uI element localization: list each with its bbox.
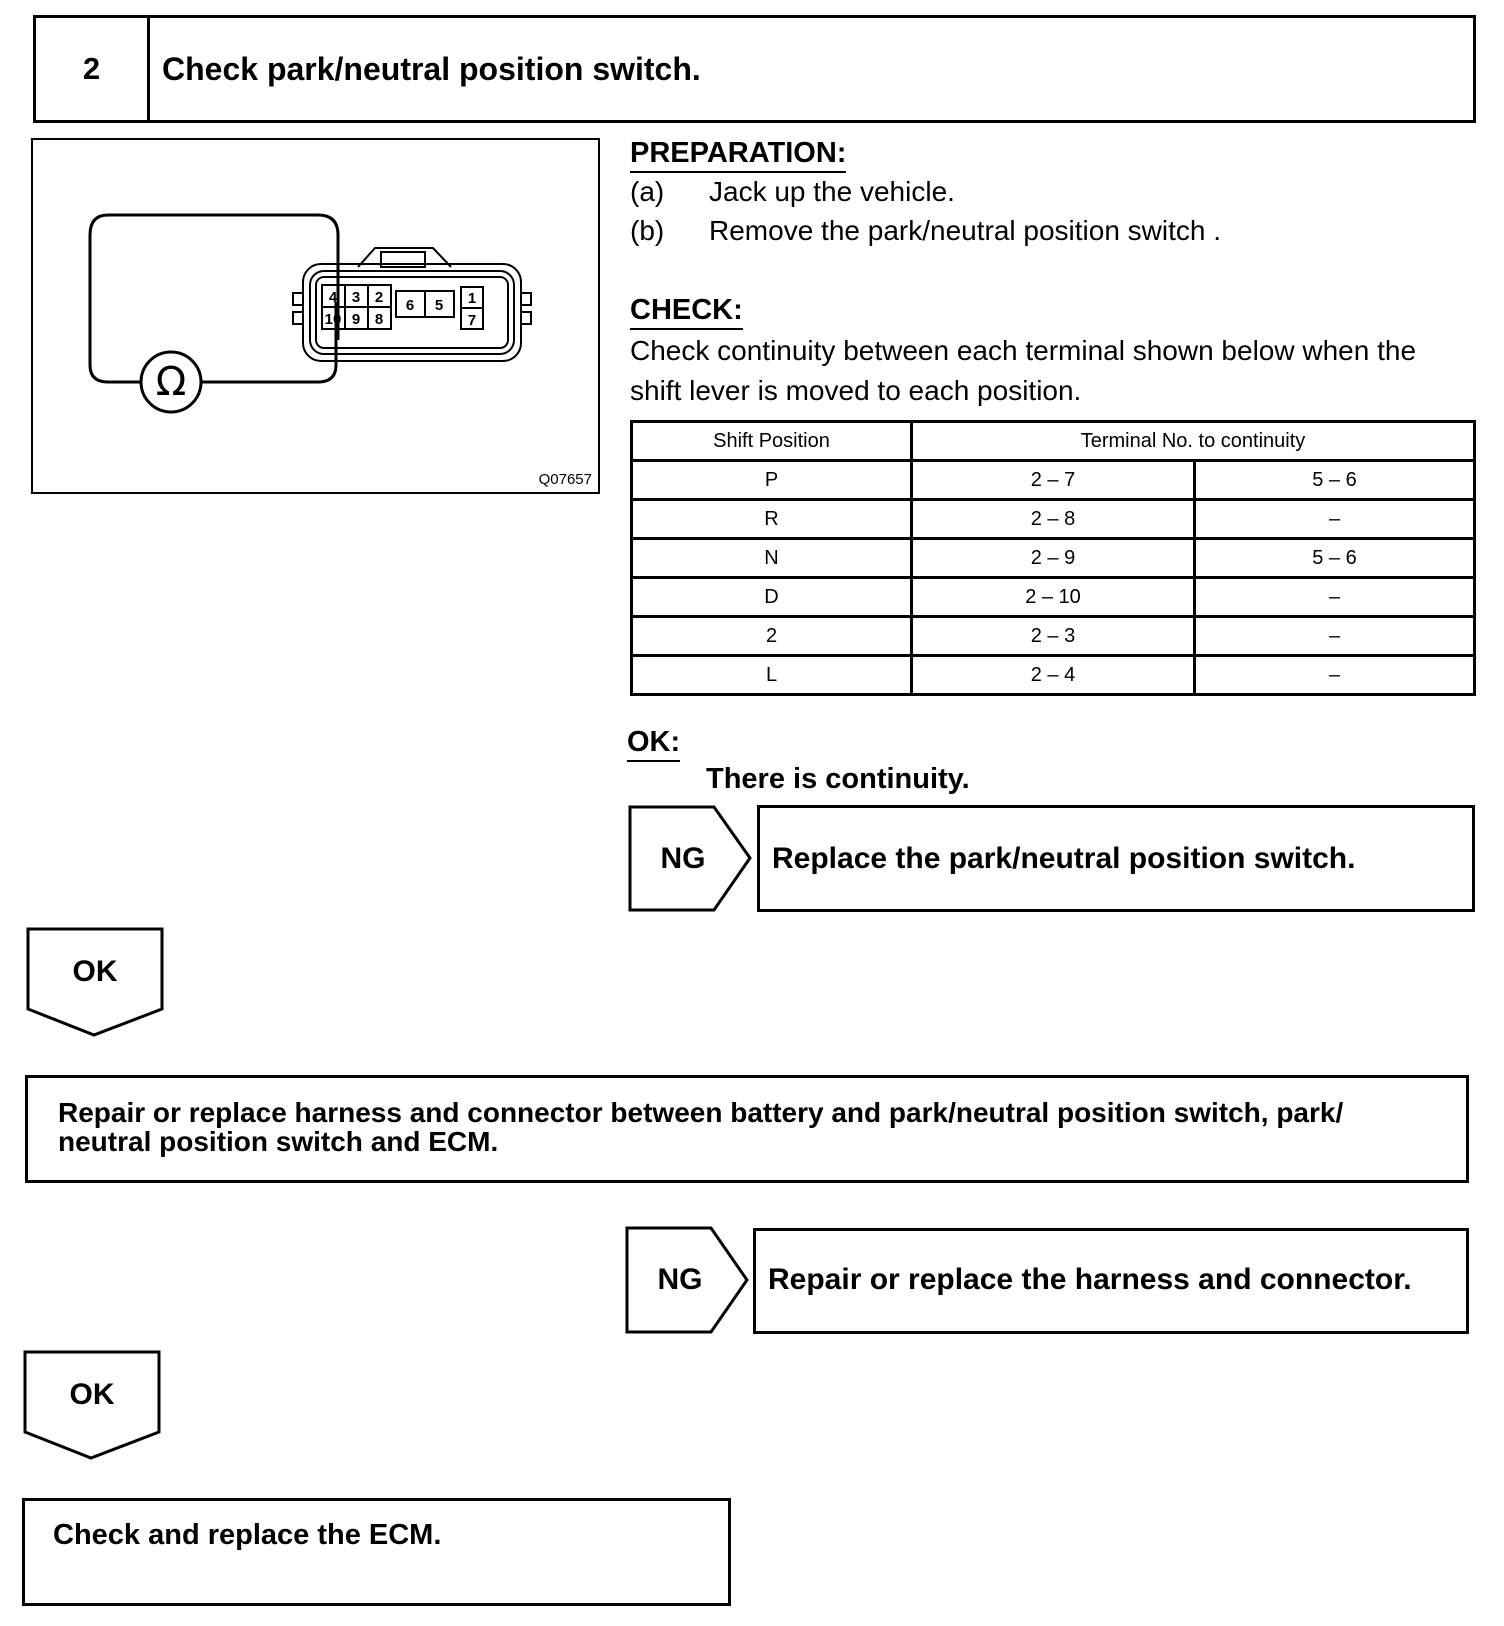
table-cell: 2 – 10: [912, 578, 1195, 617]
table-row: [632, 500, 1475, 539]
table-row: [632, 617, 1475, 656]
ok-criteria-heading: OK:: [627, 726, 680, 762]
connector-diagram-svg: [33, 140, 598, 492]
table-cell: 2 – 3: [912, 617, 1195, 656]
table-cell: D: [632, 578, 912, 617]
ng-result-box: [757, 805, 1475, 912]
table-cell: N: [632, 539, 912, 578]
svg-text:Ω: Ω: [155, 359, 187, 405]
item-label: (a): [630, 176, 665, 207]
table-row: [632, 461, 1475, 500]
table-cell: P: [632, 461, 912, 500]
table-cell: –: [1195, 500, 1475, 539]
ok-tag: [23, 1350, 161, 1460]
check-instruction-line1: Check continuity between each terminal shown below when the: [630, 335, 1417, 366]
item-text: Remove the park/neutral position switch .: [709, 215, 1222, 246]
ok-tag: [26, 927, 164, 1037]
continuity-table: [630, 420, 1476, 696]
step-header: [33, 15, 1476, 123]
table-row: [632, 539, 1475, 578]
preparation-heading: PREPARATION:: [630, 137, 846, 173]
check-heading: CHECK:: [630, 294, 743, 330]
action-box: [22, 1498, 731, 1606]
action-text-line: neutral position switch and ECM.: [58, 1126, 499, 1157]
terminal-2: 2: [374, 289, 384, 306]
table-cell: –: [1195, 656, 1475, 695]
table-cell: 2 – 7: [912, 461, 1195, 500]
preparation-item: [630, 211, 1221, 251]
table-cell: 2 – 9: [912, 539, 1195, 578]
terminal-9: 9: [351, 311, 361, 328]
terminal-1: 1: [467, 290, 477, 307]
table-row: [632, 578, 1475, 617]
action-text: [58, 1098, 1343, 1156]
ng-label: NG: [657, 1263, 703, 1296]
table-cell: 5 – 6: [1195, 539, 1475, 578]
table-header-cell: Terminal No. to continuity: [912, 422, 1475, 461]
terminal-7: 7: [467, 312, 477, 329]
wiring-diagram: [31, 138, 600, 494]
table-cell: 2 – 8: [912, 500, 1195, 539]
table-header-cell: Shift Position: [632, 422, 912, 461]
check-instruction-line2: shift lever is moved to each position.: [630, 375, 1082, 406]
terminal-8: 8: [374, 311, 384, 328]
table-cell: L: [632, 656, 912, 695]
ohmmeter-icon: [141, 352, 201, 412]
ng-tag: [628, 805, 753, 912]
terminal-4: 4: [328, 289, 338, 306]
action-text: Check and replace the ECM.: [53, 1519, 442, 1551]
ng-tag: [625, 1226, 750, 1334]
figure-code: Q07657: [538, 471, 592, 488]
ok-label: OK: [72, 955, 118, 988]
table-cell: R: [632, 500, 912, 539]
ok-label: OK: [69, 1378, 115, 1411]
step-title: Check park/neutral position switch.: [162, 50, 701, 87]
table-cell: –: [1195, 578, 1475, 617]
terminal-6: 6: [405, 297, 415, 314]
item-text: Jack up the vehicle.: [709, 176, 955, 207]
preparation-item: [630, 172, 955, 212]
item-label: (b): [630, 215, 665, 246]
ng-result-text: Replace the park/neutral position switch.: [772, 842, 1356, 875]
terminal-5: 5: [434, 297, 444, 314]
ng-label: NG: [660, 841, 706, 875]
ok-criteria-text: There is continuity.: [706, 763, 970, 795]
table-cell: 2: [632, 617, 912, 656]
action-box: [25, 1075, 1469, 1183]
table-cell: –: [1195, 617, 1475, 656]
action-text-line: Repair or replace harness and connector between battery and park/neutral position switch, park/: [58, 1097, 1344, 1128]
step-number: 2: [36, 18, 150, 120]
table-cell: 5 – 6: [1195, 461, 1475, 500]
terminal-3: 3: [351, 289, 361, 306]
table-cell: 2 – 4: [912, 656, 1195, 695]
ng-result-box: [753, 1228, 1469, 1334]
test-lead-wire: [90, 215, 338, 382]
table-header-row: [632, 422, 1475, 461]
ng-result-text: Repair or replace the harness and connector.: [768, 1263, 1412, 1296]
terminal-10: 10: [324, 311, 342, 328]
table-row: [632, 656, 1475, 695]
